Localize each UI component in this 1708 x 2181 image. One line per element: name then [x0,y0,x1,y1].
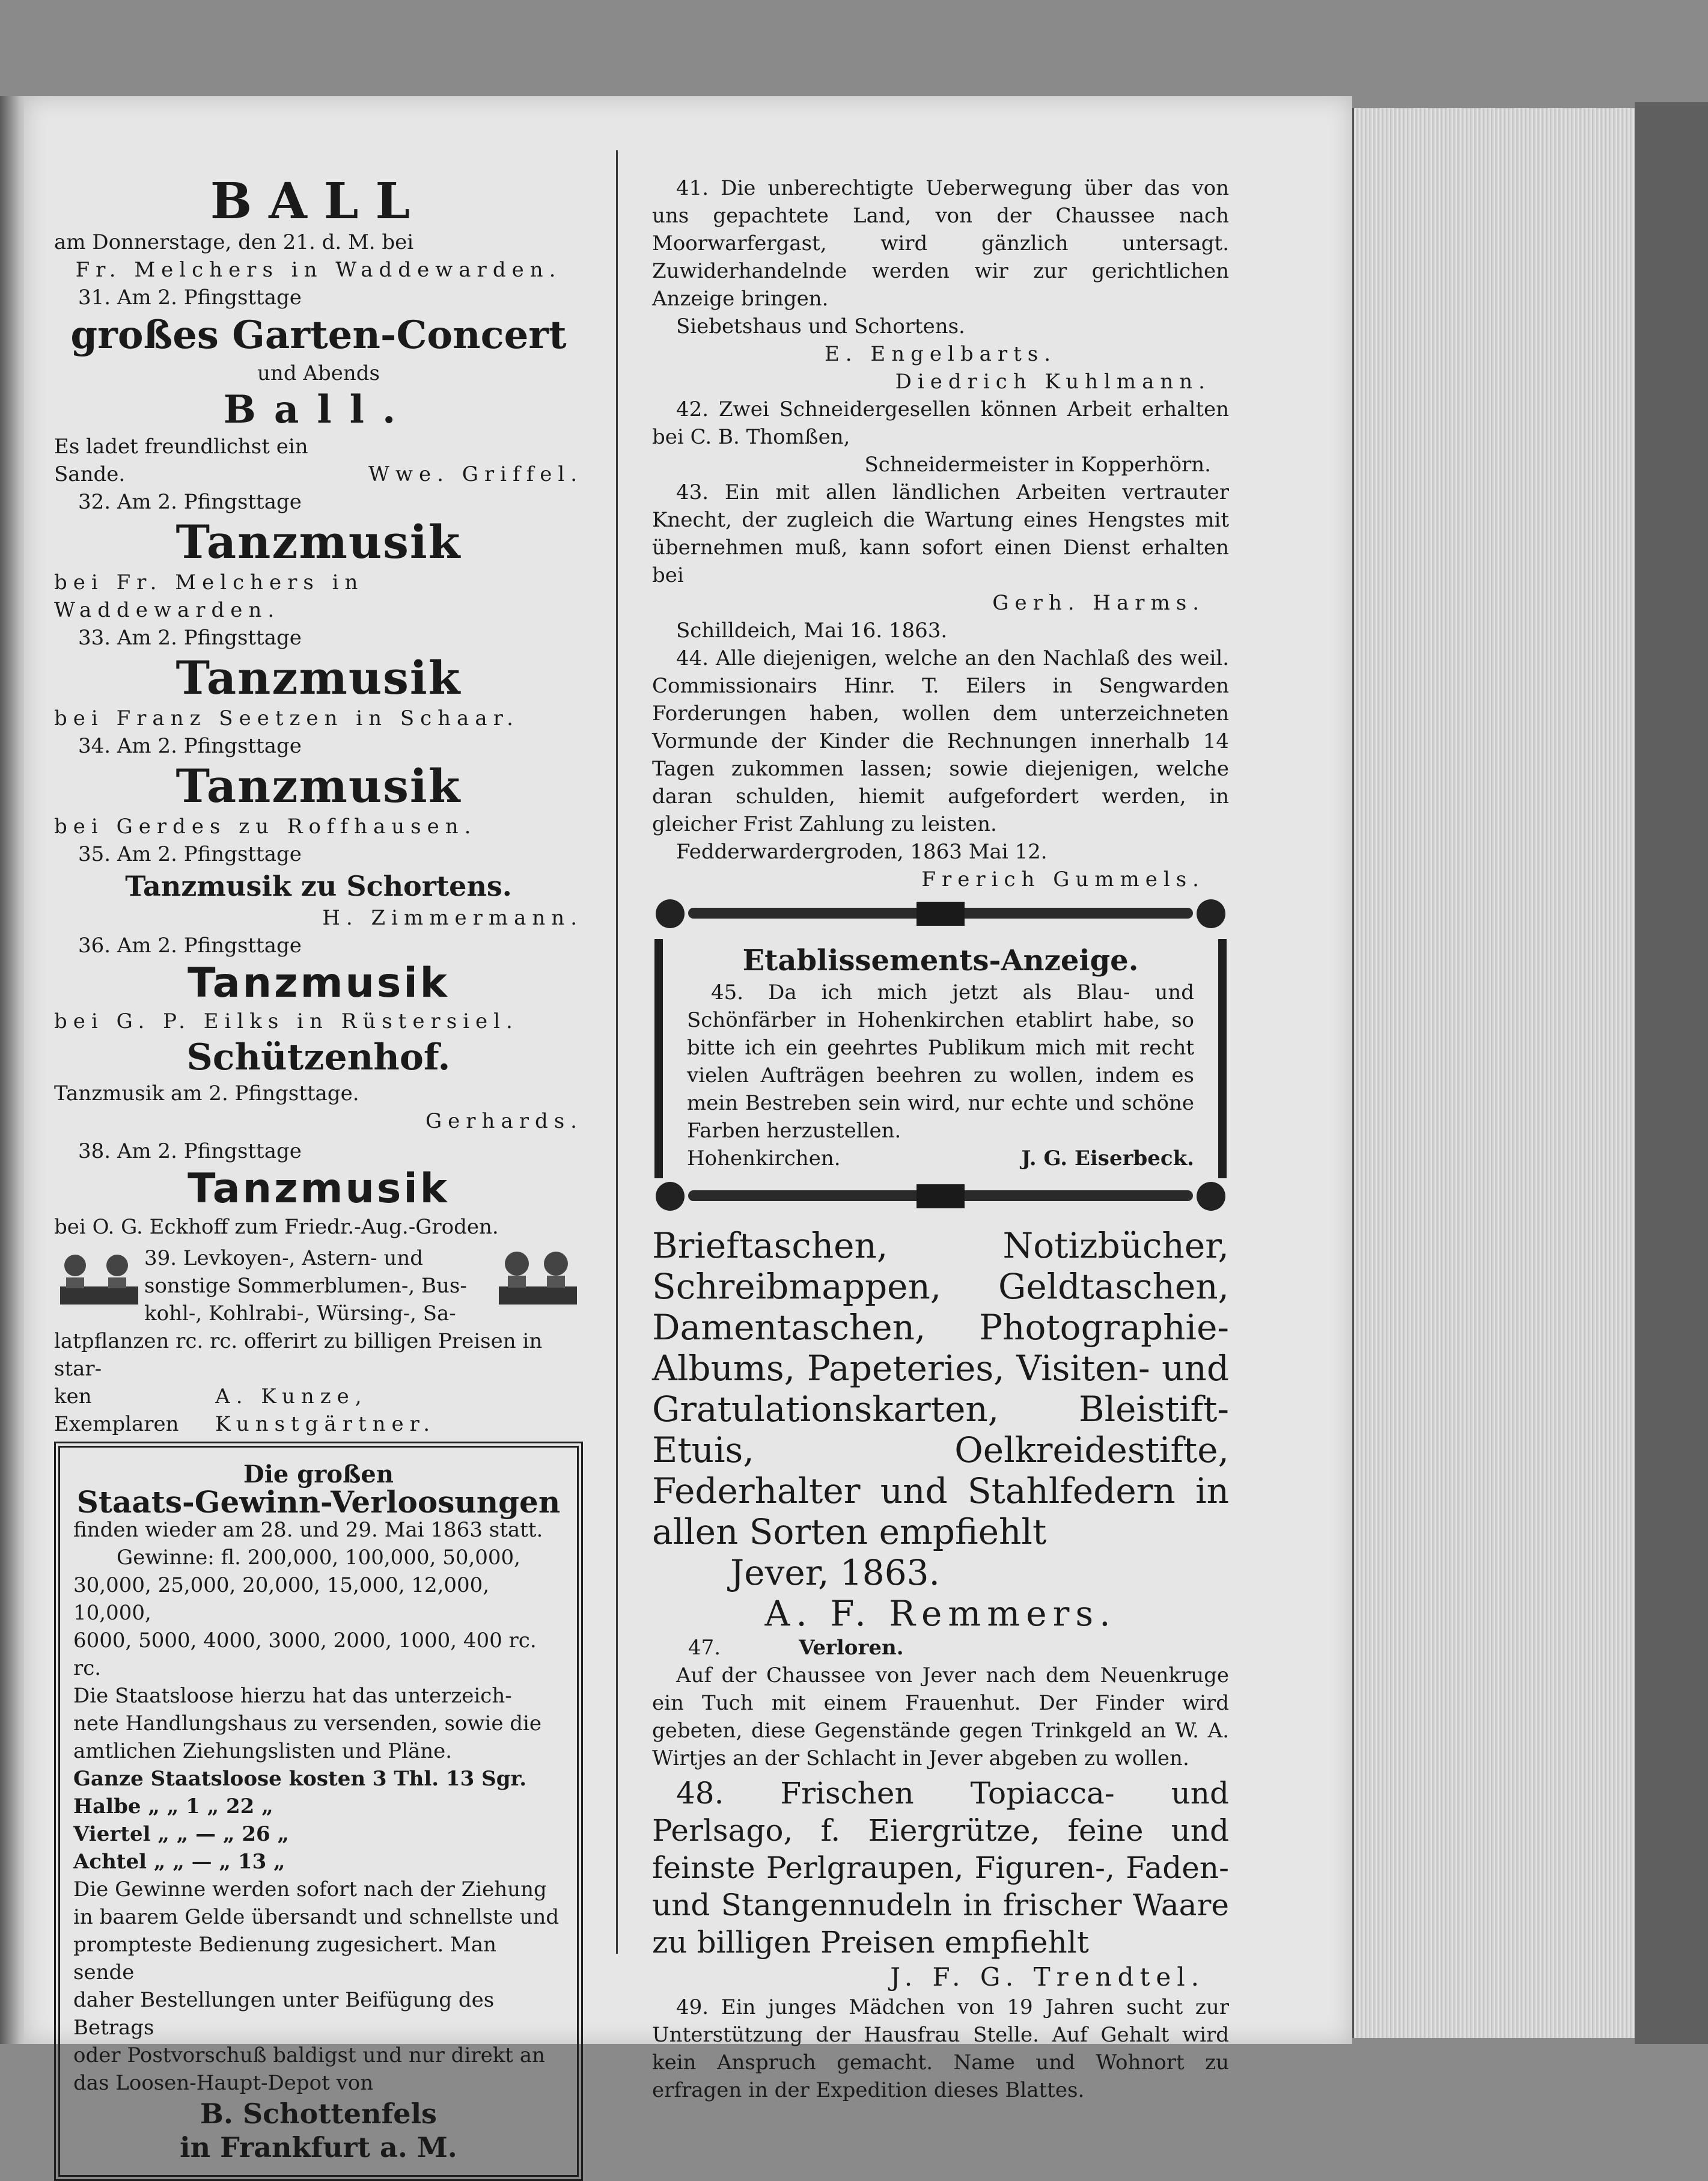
ad-35-title: Tanzmusik zu Schortens. [125,870,512,902]
lottery-heading: Die großen [243,1460,394,1488]
ad-43-sig: Gerh. Harms. [992,591,1205,615]
ad-32-line: 32. Am 2. Pfingsttage [78,490,302,514]
lottery-l4: 6000, 5000, 4000, 3000, 2000, 1000, 400 rc. rc. [73,1629,537,1680]
ad-41-sig-2: Diedrich Kuhlmann. [895,370,1211,394]
lottery-l13: das Loosen-Haupt-Depot von [73,2071,374,2095]
ad-34-host: bei Gerdes zu Roffhausen. [54,815,477,839]
ad-31-sign [54,460,583,488]
ad-45-place: Hohenkirchen. [687,1146,841,1170]
lottery-l7: amtlichen Ziehungslisten und Pläne. [73,1739,453,1763]
ad-36 [54,932,583,1035]
left-column [54,174,583,2181]
ad-36-line: 36. Am 2. Pfingsttage [78,934,302,958]
lottery-l3: 30,000, 25,000, 20,000, 15,000, 12,000, 10,000, [73,1573,490,1625]
ad-34-title: Tanzmusik [175,759,462,813]
ad-45-sign [687,1145,1194,1172]
ad-43-date: Schilldeich, Mai 16. 1863. [676,619,948,643]
lottery-l2: Gewinne: fl. 200,000, 100,000, 50,000, [117,1546,520,1570]
flower-pot-icon [493,1244,583,1311]
lottery-l10: prompteste Bedienung zugesichert. Man sende [73,1933,497,1984]
ad-38-line: 38. Am 2. Pfingsttage [78,1139,302,1163]
ad-39-l5: ken Exemplaren [54,1384,179,1436]
ad-31 [54,284,583,488]
ad-31-invite: Es ladet freundlichst ein [54,435,308,459]
ad-37-host: Gerhards. [425,1109,583,1133]
ad-ball-line: am Donnerstage, den 21. d. M. bei [54,230,414,254]
ornament-top [652,896,1229,932]
lottery-price-2: Halbe „ „ 1 „ 22 „ [73,1794,273,1819]
ad-33-title: Tanzmusik [175,651,462,705]
book-cover [1635,102,1708,2044]
ad-39-l3: kohl-, Kohlrabi-, Würsing-, Sa- [144,1302,456,1326]
ad-37 [54,1035,583,1135]
ad-35-host: H. Zimmermann. [322,906,583,930]
lottery-sig-2: in Frankfurt a. M. [180,2131,457,2164]
ad-31-abends: und Abends [257,361,380,385]
ornament-bottom [652,1178,1229,1214]
ad-47-title: Verloren. [799,1636,904,1660]
ad-34 [54,732,583,840]
ad-44-sig: Frerich Gummels. [921,867,1205,892]
ad-46-text: Brieftaschen, Notizbücher, Schreibmappen, Geldtaschen, Damentaschen, Photographie-Albums, Papeteries, Visiten- und Gratulationskarten, Bleistift-Etuis, Oelkreidestifte, Federhalter und Stahlfedern in allen Sorten empfiehlt [652,1225,1229,1552]
ad-42-sig: Schneidermeister in Kopperhörn. [864,453,1211,477]
ad-47-text: Auf der Chaussee von Jever nach dem Neuenkruge ein Tuch mit einem Frauenhut. Der Finder wird gebeten, diese Gegenstände gegen Trinkgeld an W. A. Wirtjes an der Schlacht in Jever abgeben zu wollen. [652,1663,1229,1770]
ad-45-box [654,939,1227,1178]
ad-49-text: 49. Ein junges Mädchen von 19 Jahren sucht zur Unterstützung der Hausfrau Stelle. Auf Gehalt wird kein Anspruch gemacht. Name und Wohnort zu erfragen in der Expedition dieses Blattes. [652,1995,1229,2102]
ad-39-l4: latpflanzen rc. rc. offerirt zu billigen Preisen in star- [54,1329,543,1381]
ad-ball-title: BALL [210,173,427,230]
ad-45-text: 45. Da ich mich jetzt als Blau- und Schönfärber in Hohenkirchen etablirt habe, so bitte ich ein geehrtes Publikum mich mit recht vielen Aufträgen beehren zu wollen, indem es mein Bestreben sein wird, nur echte und schöne Farben herzustellen. [687,980,1194,1143]
ad-46-sig: A. F. Remmers. [764,1593,1117,1634]
ad-31-line: 31. Am 2. Pfingsttage [78,286,302,310]
lottery-price-4: Achtel „ „ — „ 13 „ [73,1850,285,1874]
ad-48-sig: J. F. G. Trendtel. [890,1962,1205,1992]
ad-36-title: Tanzmusik [188,959,450,1007]
ad-38-title: Tanzmusik [188,1165,450,1213]
ad-38-host: bei O. G. Eckhoff zum Friedr.-Aug.-Groden. [54,1215,499,1239]
ad-47-num: 47. [688,1636,721,1660]
flower-pot-icon [54,1244,144,1311]
ad-32-title: Tanzmusik [175,515,462,569]
ad-39 [54,1244,583,1438]
lottery-l5: Die Staatsloose hierzu hat das unterzeich- [73,1684,512,1708]
ad-41-text: 41. Die unberechtigte Ueberwegung über das von uns gepachtete Land, von der Chaussee nach Moorwarfergast, wird gänzlich untersagt. Zuwiderhandelnde werden wir zur gerichtlichen Anzeige bringen. [652,176,1229,311]
right-column [652,174,1229,2104]
ad-45-title: Etablissements-Anzeige. [742,944,1139,977]
ad-33-line: 33. Am 2. Pfingsttage [78,626,302,650]
ad-38 [54,1137,583,1241]
lottery-l8: Die Gewinne werden sofort nach der Ziehung [73,1877,547,1901]
ad-39-sig: A. Kunze, Kunstgärtner. [215,1384,436,1436]
book-page-edges [1352,108,1636,2038]
ad-36-host: bei G. P. Eilks in Rüstersiel. [54,1009,519,1033]
ad-45-frame [652,896,1229,1222]
ad-45-sig: J. G. Eiserbeck. [1021,1146,1194,1170]
ad-33-host: bei Franz Seetzen in Schaar. [54,706,519,730]
ad-31-host: Wwe. Griffel. [368,462,583,486]
ad-44-text: 44. Alle diejenigen, welche an den Nachlaß des weil. Commissionairs Hinr. T. Eilers in Sengwarden Forderungen haben, wollen dem unterzeichneten Vormunde der Kinder die Rechnungen innerhalb 14 Tagen zukommen lassen; sowie diejenigen, welche daran schulden, hiemit aufgefordert werden, in gleicher Frist Zahlung zu leisten. [652,646,1229,836]
ad-44-date: Fedderwardergroden, 1863 Mai 12. [676,840,1048,864]
ad-41-sig-1: E. Engelbarts. [824,342,1057,366]
ad-34-line: 34. Am 2. Pfingsttage [78,734,302,758]
column-divider [616,150,618,1954]
lottery-sig-1: B. Schottenfels [200,2097,437,2130]
ad-ball [54,174,583,284]
ad-48-text: 48. Frischen Topiacca- und Perlsago, f. Eiergrütze, feine und feinste Perlgraupen, Figuren-, Faden- und Stangennudeln in frischer Waare zu billigen Preisen empfiehlt [652,1776,1229,1960]
ad-lottery-box [54,1442,583,2181]
ad-31-ball: Ball. [223,387,414,432]
ad-43-text: 43. Ein mit allen ländlichen Arbeiten vertrauter Knecht, der zugleich die Wartung eines Hengstes mit übernehmen muß, kann sofort einen Dienst erhalten bei [652,480,1229,587]
ad-32-host: bei Fr. Melchers in Waddewarden. [54,570,364,622]
ad-35 [54,840,583,932]
ad-ball-host: Fr. Melchers in Waddewarden. [75,258,562,282]
ad-35-line: 35. Am 2. Pfingsttage [78,842,302,866]
ad-42-text: 42. Zwei Schneidergesellen können Arbeit erhalten bei C. B. Thomßen, [652,397,1229,449]
ad-31-title: großes Garten-Concert [70,313,567,358]
lottery-l9: in baarem Gelde übersandt und schnellste und [73,1905,560,1929]
ad-47-head [652,1634,1229,1662]
ad-39-l1: 39. Levkoyen-, Astern- und [144,1246,423,1270]
ad-41-place: Siebetshaus und Schortens. [676,314,965,338]
lottery-l6: nete Handlungshaus zu versenden, sowie die [73,1711,542,1736]
lottery-price-1: Ganze Staatsloose kosten 3 Thl. 13 Sgr. [73,1767,527,1791]
lottery-l11: daher Bestellungen unter Beifügung des Betrags [73,1988,495,2040]
ad-46-place: Jever, 1863. [730,1552,940,1593]
ad-32 [54,488,583,624]
lottery-price-3: Viertel „ „ — „ 26 „ [73,1822,290,1846]
ad-39-l2: sonstige Sommerblumen-, Bus- [144,1274,467,1298]
ad-33 [54,624,583,732]
lottery-l12: oder Postvorschuß baldigst und nur direkt an [73,2043,545,2067]
lottery-title: Staats-Gewinn-Verloosungen [76,1484,561,1520]
ad-37-title: Schützenhof. [186,1036,451,1078]
lottery-l1: finden wieder am 28. und 29. Mai 1863 statt. [73,1518,543,1542]
ad-31-place: Sande. [54,462,126,486]
ad-37-line: Tanzmusik am 2. Pfingsttage. [54,1081,359,1106]
